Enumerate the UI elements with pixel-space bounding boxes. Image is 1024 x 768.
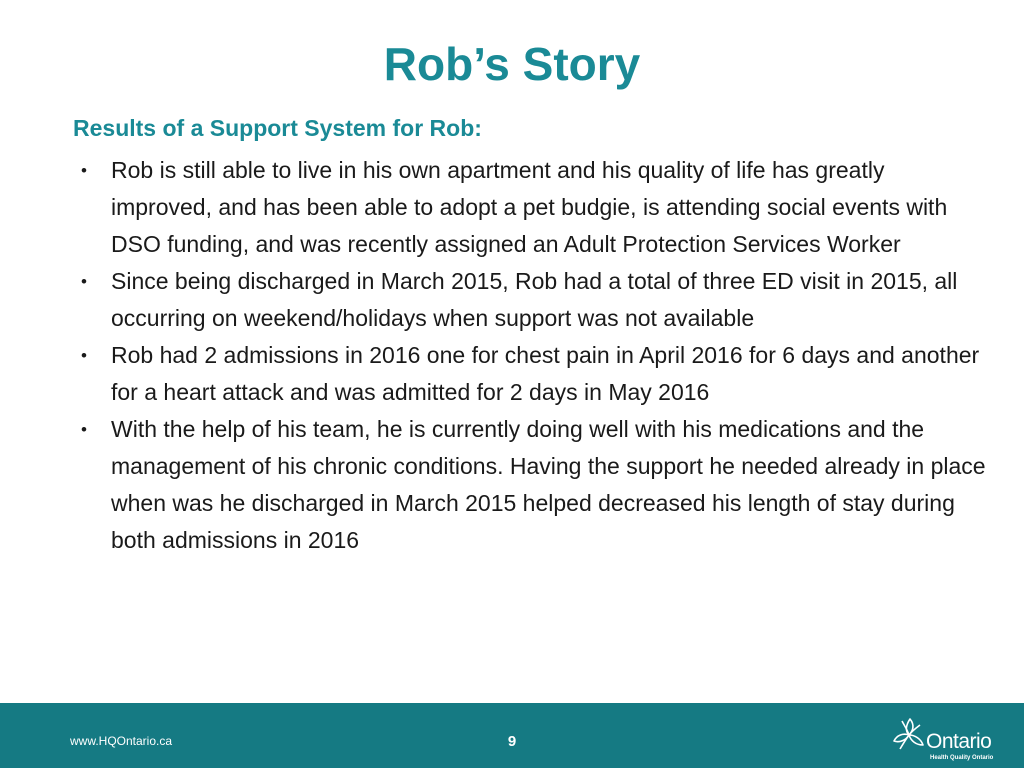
logo-name: Ontario: [926, 730, 992, 753]
slide-title: Rob’s Story: [383, 38, 641, 90]
list-item: [75, 411, 990, 559]
bullet-icon: •: [81, 272, 87, 291]
bullet-text: Rob is still able to live in his own apartment and his quality of life has greatly improved, and has been able to adopt a pet budgie, is attending social events with DSO funding, and was recently assigned an Adult Protection Services Worker: [111, 157, 948, 257]
list-item: [75, 152, 990, 263]
page-number: 9: [507, 733, 517, 750]
footer-url-link[interactable]: www.HQOntario.ca: [70, 734, 173, 748]
footer-bar: [0, 703, 1024, 768]
bullet-icon: •: [81, 420, 87, 439]
bullet-list: [75, 152, 990, 559]
bullet-text: With the help of his team, he is currently doing well with his medications and the management of his chronic conditions. Having the support he needed already in place when was he discharged in March 2015 helped decreased his length of stay during both admissions in 2016: [111, 416, 986, 553]
list-item: [75, 263, 990, 337]
bullet-icon: •: [81, 161, 87, 180]
slide-subtitle: Results of a Support System for Rob:: [73, 115, 482, 141]
bullet-text: Rob had 2 admissions in 2016 one for chest pain in April 2016 for 6 days and another for a heart attack and was admitted for 2 days in May 2016: [111, 342, 980, 405]
list-item: [75, 337, 990, 411]
ontario-logo: [888, 711, 1006, 763]
logo-subtitle: Health Quality Ontario: [930, 755, 994, 761]
bullet-icon: •: [81, 346, 87, 365]
trillium-icon: [890, 713, 930, 757]
bullet-text: Since being discharged in March 2015, Rob had a total of three ED visit in 2015, all occurring on weekend/holidays when support was not available: [111, 268, 958, 331]
